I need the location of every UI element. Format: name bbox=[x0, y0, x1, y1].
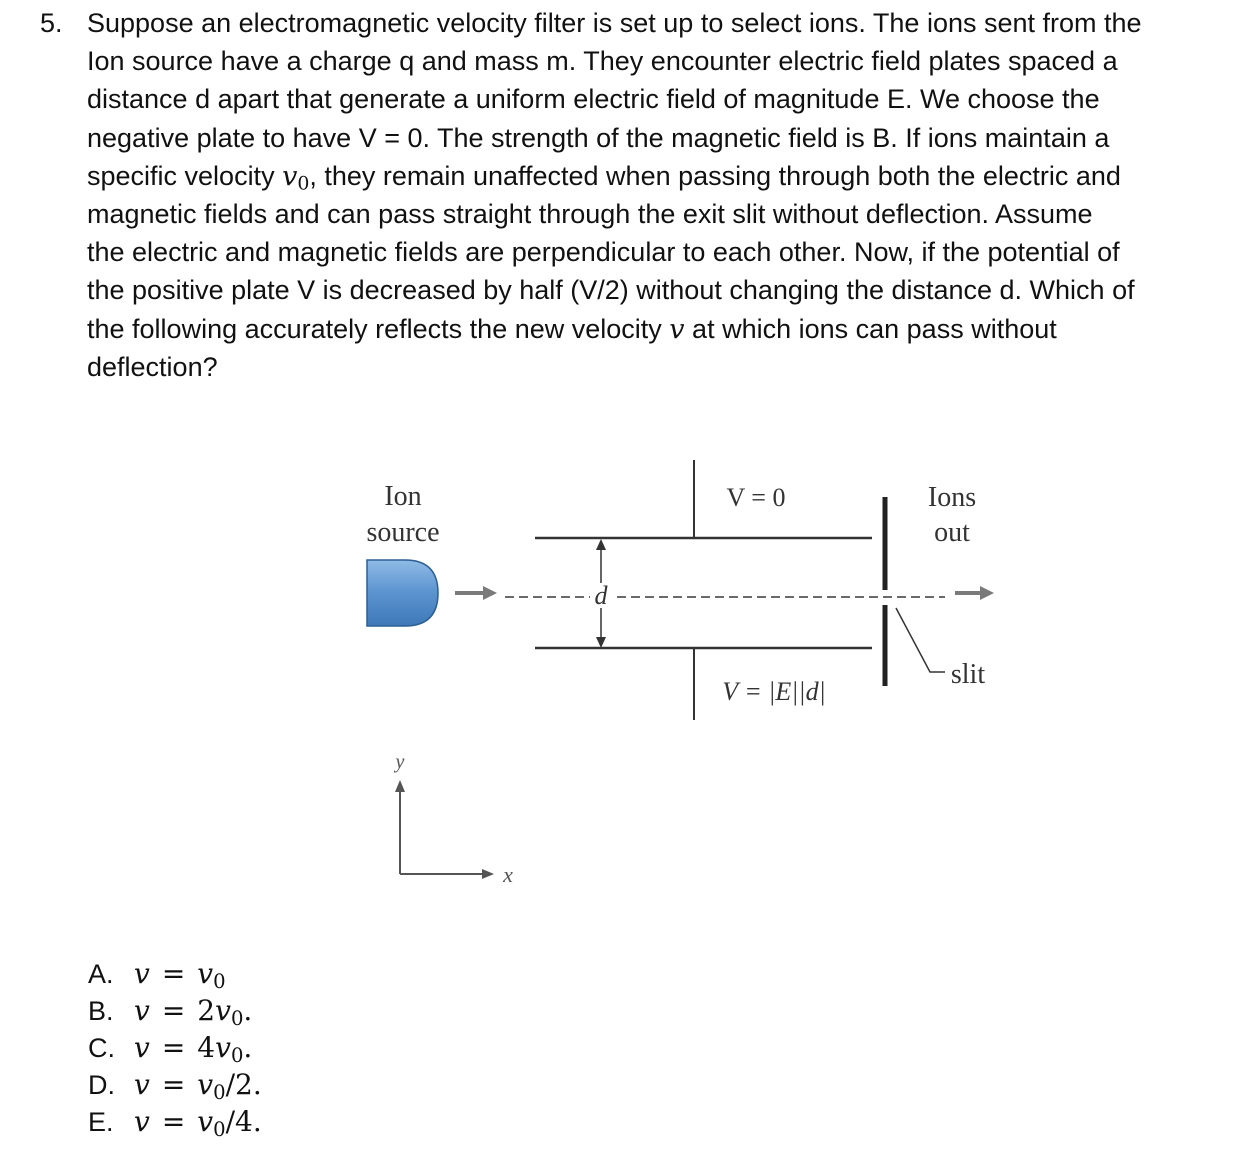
choice-e[interactable] bbox=[88, 1103, 262, 1140]
question-line: deflection? bbox=[87, 351, 218, 382]
choice-lhs: v bbox=[134, 957, 150, 990]
choice-letter: B. bbox=[88, 996, 114, 1026]
question-line: Ion source have a charge q and mass m. They encounter electric field plates spaced a bbox=[87, 46, 1118, 77]
choice-rhs-sub: 0 bbox=[213, 1080, 226, 1104]
choice-rhs bbox=[197, 994, 253, 1030]
gap-arrowhead-bottom bbox=[596, 637, 606, 648]
ion-source-shape bbox=[367, 560, 438, 626]
ion-source-label: source bbox=[366, 517, 440, 548]
question-number: 5. bbox=[40, 8, 63, 38]
choice-d[interactable] bbox=[88, 1066, 262, 1103]
velocity-symbol: v bbox=[669, 313, 685, 345]
y-axis-label: y bbox=[395, 751, 405, 773]
x-axis-label: x bbox=[503, 862, 513, 887]
choice-rhs-coef: 4 bbox=[197, 1031, 216, 1064]
question-line-text: , they remain unaffected when passing through both the electric and bbox=[309, 160, 1121, 191]
choice-rhs-var: v bbox=[197, 1105, 214, 1138]
x-axis-arrowhead bbox=[482, 869, 494, 879]
choice-expression bbox=[134, 957, 226, 993]
choice-eq: = bbox=[161, 957, 186, 990]
question-line: Suppose an electromagnetic velocity filter is set up to select ions. The ions sent from the bbox=[87, 8, 1142, 38]
choice-eq: = bbox=[161, 1031, 186, 1064]
choice-rhs bbox=[197, 957, 226, 993]
velocity-var: v bbox=[282, 160, 298, 192]
choice-c[interactable] bbox=[88, 1029, 262, 1066]
slit-label: slit bbox=[950, 659, 986, 690]
choice-rhs-sub: 0 bbox=[213, 969, 226, 993]
choice-letter: A. bbox=[88, 959, 114, 989]
choice-rhs-tail: . bbox=[243, 1031, 253, 1064]
gap-label: d bbox=[594, 581, 608, 610]
beam-arrowhead-out bbox=[980, 586, 994, 600]
choice-lhs: v bbox=[134, 1068, 150, 1101]
choice-a[interactable] bbox=[88, 955, 262, 992]
choice-rhs-var: v bbox=[215, 994, 231, 1027]
choice-rhs bbox=[197, 1105, 262, 1141]
choice-rhs-tail: /2. bbox=[225, 1068, 262, 1101]
choice-eq: = bbox=[161, 994, 186, 1027]
choice-rhs-sub: 0 bbox=[213, 1117, 226, 1141]
choice-rhs-sub: 0 bbox=[230, 1006, 244, 1030]
choice-eq: = bbox=[161, 1105, 186, 1138]
choice-rhs bbox=[197, 1031, 253, 1067]
choice-expression bbox=[134, 1105, 262, 1141]
choice-lhs: v bbox=[134, 1031, 150, 1064]
choice-rhs-var: v bbox=[197, 957, 214, 990]
question-line-text: specific velocity bbox=[87, 160, 283, 191]
beam-arrowhead-in bbox=[483, 586, 497, 600]
answer-choices bbox=[88, 955, 262, 1140]
choice-eq: = bbox=[161, 1068, 186, 1101]
question-line-text: the following accurately reflects the new velocity bbox=[87, 313, 670, 344]
choice-rhs-sub: 0 bbox=[230, 1043, 244, 1067]
choice-rhs-tail: /4. bbox=[225, 1105, 262, 1138]
choice-expression bbox=[134, 1031, 253, 1067]
choice-lhs: v bbox=[134, 1105, 150, 1138]
question-line: magnetic fields and can pass straight through the exit slit without deflection. Assume bbox=[87, 198, 1093, 229]
question-line: negative plate to have V = 0. The strength of the magnetic field is B. If ions maintain a bbox=[87, 122, 1110, 153]
bottom-plate-label: V = |E||d| bbox=[722, 677, 826, 706]
velocity-subscript: 0 bbox=[297, 172, 310, 195]
ion-source-label: Ion bbox=[384, 481, 422, 512]
choice-expression bbox=[134, 1068, 262, 1104]
gap-arrowhead-top bbox=[596, 539, 606, 550]
question-line: distance d apart that generate a uniform electric field of magnitude E. We choose the bbox=[87, 84, 1100, 115]
slit-pointer bbox=[896, 608, 945, 672]
top-plate-label: V = 0 bbox=[726, 483, 786, 512]
choice-rhs bbox=[197, 1068, 262, 1104]
choice-letter: D. bbox=[88, 1070, 115, 1100]
choice-rhs-tail: . bbox=[243, 994, 253, 1027]
choice-rhs-var: v bbox=[215, 1031, 231, 1064]
question-line: the electric and magnetic fields are perpendicular to each other. Now, if the potential of bbox=[87, 237, 1120, 268]
choice-b[interactable] bbox=[88, 992, 262, 1029]
choice-letter: C. bbox=[88, 1033, 115, 1063]
choice-rhs-var: v bbox=[197, 1068, 214, 1101]
ions-out-label: out bbox=[934, 517, 970, 548]
choice-expression bbox=[134, 994, 253, 1030]
ions-out-label: Ions bbox=[927, 482, 977, 513]
y-axis-arrowhead bbox=[395, 780, 405, 792]
question-line: the positive plate V is decreased by half (V/2) without changing the distance d. Which of bbox=[87, 275, 1135, 306]
question-line-text: at which ions can pass without bbox=[684, 313, 1057, 344]
choice-lhs: v bbox=[134, 994, 150, 1027]
choice-letter: E. bbox=[88, 1107, 114, 1137]
choice-rhs-coef: 2 bbox=[197, 994, 216, 1027]
